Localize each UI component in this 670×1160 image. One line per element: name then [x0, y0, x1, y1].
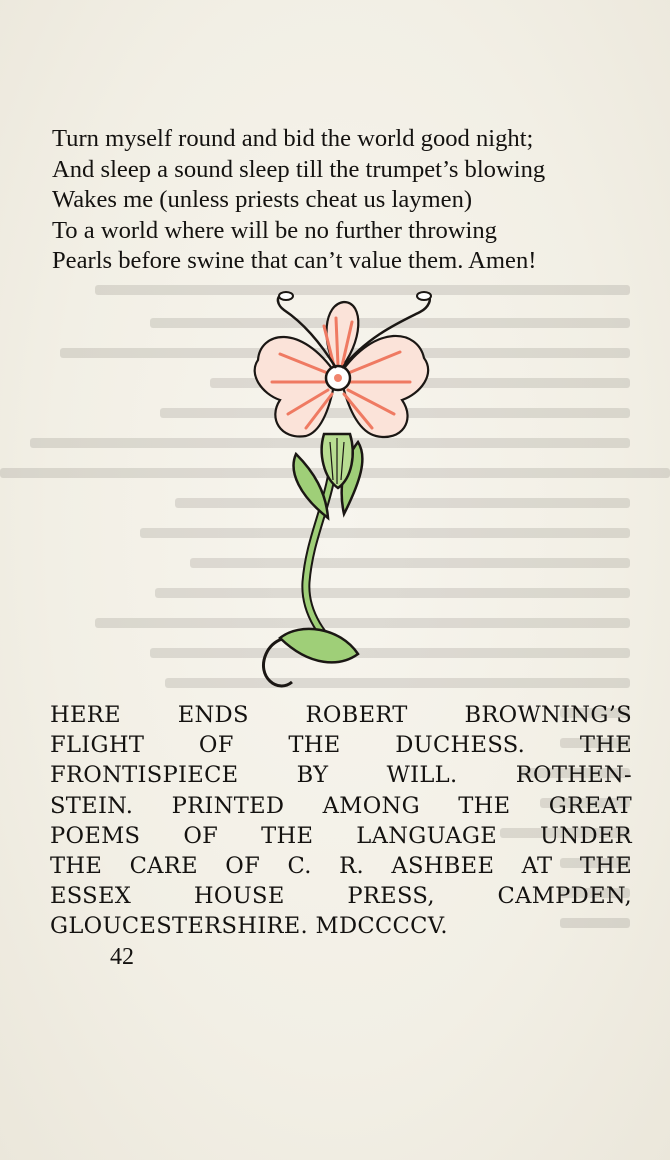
poem-line: Turn myself round and bid the world good night; — [52, 125, 534, 152]
colophon-line: GLOUCESTERSHIRE. MDCCCCV. — [50, 913, 448, 940]
colophon-line: ESSEX HOUSE PRESS, CAMPDEN, — [50, 883, 632, 910]
carnation-flower-illustration — [240, 282, 450, 702]
colophon — [50, 700, 632, 942]
colophon-line: STEIN. PRINTED AMONG THE GREAT — [50, 792, 632, 819]
colophon-line: POEMS OF THE LANGUAGE UNDER — [50, 822, 632, 849]
poem-line: To a world where will be no further throwing — [52, 216, 497, 244]
colophon-line: FLIGHT OF THE DUCHESS. THE — [50, 732, 632, 759]
colophon-line: FRONTISPIECE BY WILL. ROTHEN- — [50, 762, 632, 789]
page-number: 42 — [110, 944, 134, 970]
poem-line: And sleep a sound sleep till the trumpet’s blowing — [52, 155, 546, 183]
poem-line: Pearls before swine that can’t value them. Amen! — [52, 247, 537, 274]
colophon-line: HERE ENDS ROBERT BROWNING’S — [50, 702, 632, 728]
colophon-line: THE CARE OF C. R. ASHBEE AT THE — [50, 853, 632, 880]
poem-stanza — [52, 124, 632, 277]
poem-line: Wakes me (unless priests cheat us laymen) — [52, 186, 473, 213]
